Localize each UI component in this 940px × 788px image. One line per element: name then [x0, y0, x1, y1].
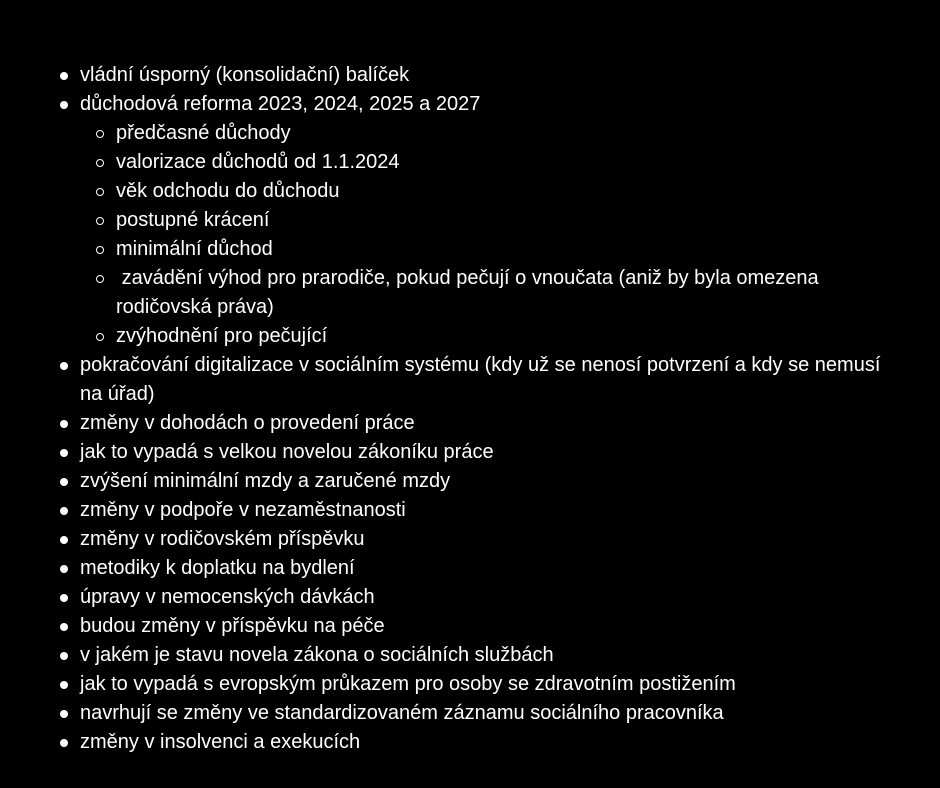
list-item — [80, 467, 904, 496]
list-item — [80, 438, 904, 467]
bullet-disc-icon — [60, 710, 68, 718]
sub-list-item-text: zvýhodnění pro pečující — [116, 325, 328, 347]
list-item — [80, 699, 904, 728]
bullet-disc-icon — [60, 449, 68, 457]
list-item-text: navrhují se změny ve standardizovaném záznamu sociálního pracovníka — [80, 702, 724, 724]
sub-list-item-text: předčasné důchody — [116, 122, 291, 144]
bullet-disc-icon — [60, 739, 68, 747]
bullet-disc-icon — [60, 565, 68, 573]
list-item-text: jak to vypadá s evropským průkazem pro osoby se zdravotním postižením — [80, 673, 736, 695]
bullet-disc-icon — [60, 72, 68, 80]
list-item-text: zvýšení minimální mzdy a zaručené mzdy — [80, 470, 451, 492]
sub-list-item — [116, 264, 904, 322]
list-item-text: vládní úsporný (konsolidační) balíček — [80, 64, 410, 86]
bullet-circle-icon — [96, 130, 104, 138]
list-item-text: budou změny v příspěvku na péče — [80, 615, 385, 637]
nested-bullet-list — [80, 119, 904, 351]
list-item-text: úpravy v nemocenských dávkách — [80, 586, 375, 608]
list-item — [80, 90, 904, 351]
bullet-circle-icon — [96, 246, 104, 254]
list-item-text: pokračování digitalizace v sociálním systému (kdy už se nenosí potvrzení a kdy se nemusí na úřad) — [80, 354, 881, 405]
sub-list-item — [116, 206, 904, 235]
bullet-disc-icon — [60, 420, 68, 428]
sub-list-item — [116, 235, 904, 264]
list-item-text: změny v rodičovském příspěvku — [80, 528, 365, 550]
list-item — [80, 61, 904, 90]
list-item-text: důchodová reforma 2023, 2024, 2025 a 2027 — [80, 93, 481, 115]
list-item-text: změny v podpoře v nezaměstnanosti — [80, 499, 406, 521]
list-item — [80, 525, 904, 554]
bullet-disc-icon — [60, 507, 68, 515]
bullet-disc-icon — [60, 101, 68, 109]
document-body — [0, 61, 940, 757]
list-item — [80, 670, 904, 699]
bullet-disc-icon — [60, 478, 68, 486]
list-item-text: metodiky k doplatku na bydlení — [80, 557, 355, 579]
list-item — [80, 612, 904, 641]
bullet-list — [0, 61, 940, 757]
list-item — [80, 583, 904, 612]
sub-list-item-text: zavádění výhod pro prarodiče, pokud pečují o vnoučata (aniž by byla omezena rodičovská práva) — [116, 267, 825, 318]
bullet-disc-icon — [60, 623, 68, 631]
bullet-circle-icon — [96, 217, 104, 225]
list-item — [80, 351, 904, 409]
list-item-text: jak to vypadá s velkou novelou zákoníku práce — [80, 441, 494, 463]
bullet-disc-icon — [60, 362, 68, 370]
sub-list-item — [116, 119, 904, 148]
bullet-disc-icon — [60, 536, 68, 544]
sub-list-item-text: valorizace důchodů od 1.1.2024 — [116, 151, 400, 173]
list-item — [80, 554, 904, 583]
list-item — [80, 496, 904, 525]
bullet-circle-icon — [96, 333, 104, 341]
list-item — [80, 409, 904, 438]
list-item-text: v jakém je stavu novela zákona o sociálních službách — [80, 644, 554, 666]
sub-list-item-text: postupné krácení — [116, 209, 270, 231]
list-item-text: změny v insolvenci a exekucích — [80, 731, 361, 753]
bullet-circle-icon — [96, 275, 104, 283]
bullet-circle-icon — [96, 188, 104, 196]
list-item — [80, 641, 904, 670]
sub-list-item-text: minimální důchod — [116, 238, 273, 260]
list-item-text: změny v dohodách o provedení práce — [80, 412, 415, 434]
bullet-disc-icon — [60, 594, 68, 602]
sub-list-item-text: věk odchodu do důchodu — [116, 180, 340, 202]
sub-list-item — [116, 322, 904, 351]
sub-list-item — [116, 148, 904, 177]
sub-list-item — [116, 177, 904, 206]
bullet-circle-icon — [96, 159, 104, 167]
bullet-disc-icon — [60, 681, 68, 689]
bullet-disc-icon — [60, 652, 68, 660]
list-item — [80, 728, 904, 757]
